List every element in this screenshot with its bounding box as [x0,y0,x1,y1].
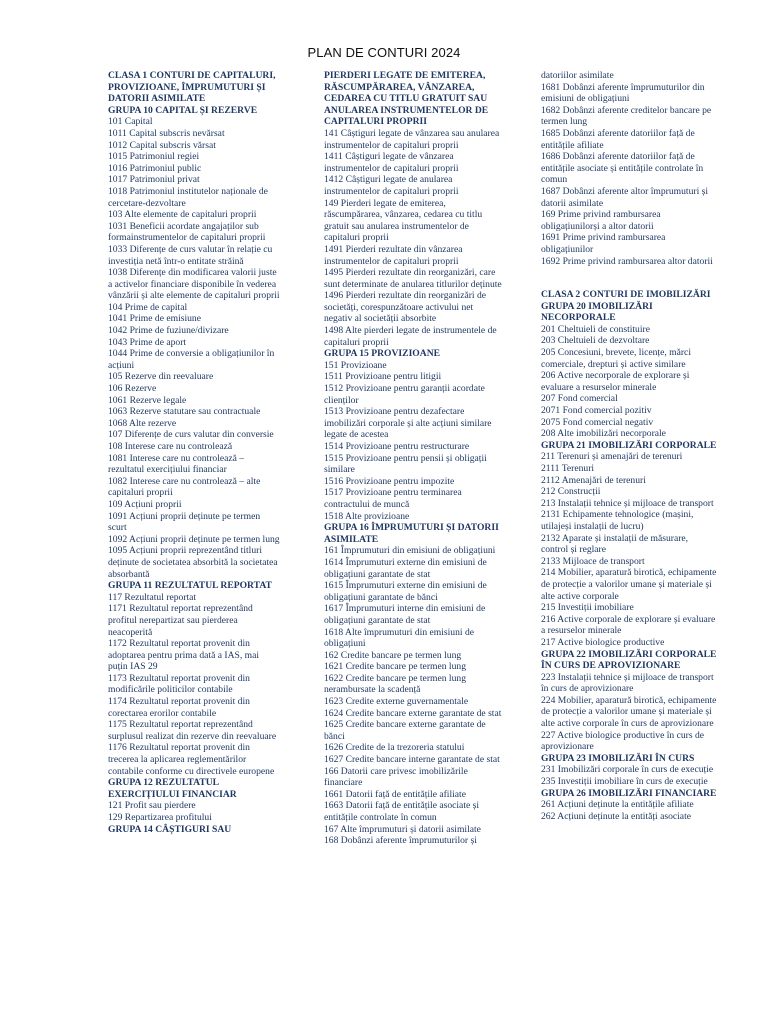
account-entry: 1033 Diferențe de curs valutar în relație cu investiția netă într-o entitate străină [108,243,273,267]
account-entry: 1018 Patrimoniul institutelor naționale de cercetare-dezvoltare [108,185,268,209]
account-entry: 223 Instalații tehnice și mijloace de transport în curs de aprovizionare [541,671,714,695]
account-entry: 203 Cheltuieli de dezvoltare [541,335,650,347]
account-entry: 1625 Credite bancare externe garantate de bănci [324,719,486,742]
account-entry: 262 Acțiuni deținute la entități asociate [541,810,691,822]
account-entry: 1622 Credite bancare pe termen lung nerambursate la scadență [324,672,466,696]
account-entry: 1498 Alte pierderi legate de instrumentele de capitaluri proprii [324,325,497,348]
account-entry: 105 Rezerve din reevaluare [108,371,214,383]
account-entry: 201 Cheltuieli de constituire [541,323,650,335]
account-entry: 206 Active necorporale de explorare și evaluare a resurselor minerale [541,370,690,393]
account-entry: 1615 Împrumuturi externe din emisiuni de obligațiuni garantate de bănci [324,580,487,603]
account-entry: 1516 Provizioane pentru impozite [324,475,455,487]
account-entry: 231 Imobilizări corporale în curs de execuție [541,764,714,776]
account-entry: 129 Repartizarea profitului [108,812,212,823]
column-2 [324,70,502,847]
account-entry: 211 Terenuri și amenajări de terenuri [541,451,683,463]
account-entry: datoriilor asimilate [541,70,614,81]
account-entry: 1175 Rezultatul reportat reprezentând surplusul realizat din rezerve din reevaluare [108,719,277,742]
account-entry: 1685 Dobânzi aferente datoriilor față de entitățile afiliate [541,127,695,151]
section-heading: GRUPA 22 IMOBILIZĂRI CORPORALE ÎN CURS DE APROVIZIONARE [541,648,717,672]
account-entry: 2132 Aparate și instalații de măsurare, control și reglare [541,532,689,556]
account-entry: 1682 Dobânzi aferente creditelor bancare pe termen lung [541,104,712,128]
account-entry: 2111 Terenuri [541,463,595,474]
column-3 [541,70,717,822]
account-entry: 1171 Rezultatul reportat reprezentând profitul nerepartizat sau pierderea neacoperită [108,603,253,638]
account-entry: 1518 Alte provizioane [324,510,410,522]
section-heading: GRUPA 14 CÂȘTIGURI SAU [108,823,232,835]
account-entry: 1692 Prime privind rambursarea altor datorii [541,255,713,267]
account-entry: 151 Provizioane [324,359,387,371]
account-entry: 149 Pierderi legate de emiterea, răscumpărarea, vânzarea, cedarea cu titlu gratuit sau anularea instrumentelor de capitaluri proprii [324,197,483,244]
account-entry: 1015 Patrimoniul regiei [108,151,200,163]
account-entry: 1624 Credite bancare externe garantate de stat [324,707,502,719]
account-entry: 104 Prime de capital [108,301,188,313]
account-entry: 161 Împrumuturi din emisiuni de obligațiuni [324,545,496,557]
section-gap [541,267,717,289]
account-entry: 1512 Provizioane pentru garanții acordate clienților [324,383,485,406]
account-entry: 168 Dobânzi aferente împrumuturilor și [324,835,477,847]
account-entry: 1618 Alte împrumuturi din emisiuni de obligațiuni [324,626,475,650]
account-entry: 1081 Interese care nu controlează – rezultatul exercițiului financiar [108,452,245,476]
section-heading: GRUPA 23 IMOBILIZĂRI ÎN CURS [541,752,695,764]
account-entry: 1095 Acțiuni proprii reprezentând titluri deținute de societatea absorbită la societatea absorbantă [108,545,278,580]
account-entry: 1661 Datorii față de entitățile afiliate [324,788,466,800]
account-entry: 261 Acțiuni deținute la entitățile afiliate [541,799,694,811]
account-entry: 141 Câștiguri legate de vânzarea sau anularea instrumentelor de capitaluri proprii [324,127,500,151]
account-entry: 2133 Mijloace de transport [541,555,645,567]
account-entry: 2071 Fond comercial pozitiv [541,405,652,417]
section-heading: GRUPA 15 PROVIZIOANE [324,348,441,360]
account-entry: 205 Concesiuni, brevete, licențe, mărci comerciale, drepturi și active similare [541,347,691,370]
account-entry: 1044 Prime de conversie a obligațiunilor în acțiuni [108,348,275,371]
section-heading: GRUPA 20 IMOBILIZĂRI NECORPORALE [541,300,653,324]
page-title: PLAN DE CONTURI 2024 [307,45,461,60]
account-entry: 1017 Patrimoniul privat [108,174,200,186]
account-entry: 1513 Provizioane pentru dezafectare imobilizări corporale și alte acțiuni similare legate de acestea [324,406,492,441]
account-entry: 1511 Provizioane pentru litigii [324,371,442,383]
account-entry: 1627 Credite bancare interne garantate de stat [324,754,500,766]
account-entry: 1496 Pierderi rezultate din reorganizări de societăți, corespunzătoare activului net negativ al societății absorbite [324,290,487,325]
account-entry: 166 Datorii care privesc imobilizările financiare [324,765,468,789]
account-entry: 2131 Echipamente tehnologice (mașini, utilajeși instalații de lucru) [541,509,694,532]
account-entry: 121 Profit sau pierdere [108,800,196,812]
account-entry: 1092 Acțiuni proprii deținute pe termen lung [108,533,280,545]
account-entry: 162 Credite bancare pe termen lung [324,649,462,661]
account-entry: 1617 Împrumuturi interne din emisiuni de obligațiuni garantate de stat [324,603,486,626]
account-entry: 1063 Rezerve statutare sau contractuale [108,406,261,418]
account-entry: 212 Construcții [541,486,601,498]
account-entry: 235 Investiții imobiliare în curs de execuție [541,776,708,788]
account-entry: 214 Mobilier, aparatură birotică, echipamente de protecție a valorilor umane și materiale și alte active corporale [541,567,717,602]
account-entry: 1043 Prime de aport [108,336,187,348]
account-entry: 213 Instalații tehnice și mijloace de transport [541,497,714,509]
account-entry: 217 Active biologice productive [541,636,665,648]
account-entry: 1412 Câștiguri legate de anularea instrumentelor de capitaluri proprii [324,174,459,197]
account-entry: 1038 Diferențe din modificarea valorii juste a activelor financiare disponibile în vederea vânzării și alte elemente de capitaluri proprii [108,267,280,302]
account-entry: 1491 Pierderi rezultate din vânzarea instrumentelor de capitaluri proprii [324,243,463,267]
account-entry: 1626 Credite de la trezoreria statului [324,742,465,754]
account-entry: 1514 Provizioane pentru restructurare [324,441,470,452]
account-entry: 1623 Credite externe guvernamentale [324,696,469,708]
account-entry: 106 Rezerve [108,383,157,395]
section-heading: PIERDERI LEGATE DE EMITEREA, RĂSCUMPĂRAREA, VÂNZAREA, CEDAREA CU TITLU GRATUIT SAU ANULAREA INSTRUMENTELOR DE CAPITALURI PROPRII [324,70,489,128]
account-entry: 1016 Patrimoniul public [108,162,202,174]
account-entry: 167 Alte împrumuturi și datorii asimilate [324,823,481,835]
account-entry: 208 Alte imobilizări necorporale [541,428,666,440]
account-entry: 1173 Rezultatul reportat provenit din modificările politicilor contabile [108,672,250,696]
section-heading: GRUPA 11 REZULTATUL REPORTAT [108,580,272,592]
account-entry: 1061 Rezerve legale [108,394,187,406]
account-entry: 1011 Capital subscris nevărsat [108,127,225,139]
account-entry: 107 Diferențe de curs valutar din conversie [108,429,274,441]
account-entry: 227 Active biologice productive în curs de aprovizionare [541,729,705,753]
account-entry: 1517 Provizioane pentru terminarea contractului de muncă [324,487,462,510]
account-entry: 108 Interese care nu controlează [108,441,233,452]
account-entry: 216 Active corporale de explorare și evaluare a resurselor minerale [541,613,716,637]
section-heading: GRUPA 16 ÎMPRUMUTURI ȘI DATORII ASIMILATE [324,522,499,545]
account-entry: 1176 Rezultatul reportat provenit din trecerea la aplicarea reglementărilor contabile conforme cu directivele europene [108,742,275,777]
account-entry: 215 Investiții imobiliare [541,602,634,614]
account-entry: 2112 Amenajări de terenuri [541,474,646,486]
account-entry: 224 Mobilier, aparatură birotică, echipamente de protecție a valorilor umane și materiale și alte active corporale în curs de aprovizionare [541,694,717,730]
section-heading: GRUPA 12 REZULTATUL EXERCIȚIULUI FINANCIAR [108,777,237,800]
section-heading: GRUPA 10 CAPITAL ȘI REZERVE [108,104,258,116]
account-entry: 1068 Alte rezerve [108,417,177,429]
account-entry: 1042 Prime de fuziune/divizare [108,325,229,337]
account-entry: 1681 Dobânzi aferente împrumuturilor din emisiuni de obligațiuni [541,81,705,105]
account-entry: 1663 Datorii față de entitățile asociate și entitățile controlate în comun [324,800,480,823]
account-entry: 101 Capital [108,116,153,128]
account-entry: 1174 Rezultatul reportat provenit din corectarea erorilor contabile [108,696,250,719]
account-entry: 1031 Beneficii acordate angajaților sub formainstrumentelor de capitaluri proprii [108,220,266,244]
column-3-part-2 [541,289,717,822]
section-heading: GRUPA 21 IMOBILIZĂRI CORPORALE [541,439,717,451]
column-3-part-1 [541,70,717,267]
account-entry: 1614 Împrumuturi externe din emisiuni de obligațiuni garantate de stat [324,556,487,580]
account-entry: 1012 Capital subscris vărsat [108,139,216,151]
account-entry: 2075 Fond comercial negativ [541,416,654,428]
account-entry: 1041 Prime de emisiune [108,313,201,325]
account-entry: 1082 Interese care nu controlează – alte capitaluri proprii [108,475,261,499]
section-heading: CLASA 2 CONTURI DE IMOBILIZĂRI [541,289,711,301]
account-entry: 1515 Provizioane pentru pensii și obligații similare [324,452,487,476]
account-entry: 1687 Dobânzi aferente altor împrumuturi și datorii asimilate [541,185,709,209]
account-entry: 117 Rezultatul reportat [108,591,197,603]
column-1 [108,70,280,835]
account-entry: 103 Alte elemente de capitaluri proprii [108,209,257,221]
section-heading: CLASA 1 CONTURI DE CAPITALURI, PROVIZIOANE, ÎMPRUMUTURI ȘI DATORII ASIMILATE [108,70,276,105]
account-entry: 1495 Pierderi rezultate din reorganizări, care sunt determinate de anularea titlurilor deținute [324,267,502,290]
account-entry: 1621 Credite bancare pe termen lung [324,661,466,673]
account-entry: 1691 Prime privind rambursarea obligațiunilor [541,232,666,255]
account-entry: 1411 Câștiguri legate de vânzarea instrumentelor de capitaluri proprii [324,151,459,174]
account-entry: 1686 Dobânzi aferente datoriilor față de entitățile asociate și entitățile controlate în comun [541,151,704,186]
account-entry: 207 Fond comercial [541,393,618,405]
account-entry: 109 Acțiuni proprii [108,498,182,510]
account-entry: 1091 Acțiuni proprii deținute pe termen scurt [108,510,261,534]
account-entry: 1172 Rezultatul reportat provenit din adoptarea pentru prima dată a IAS, mai puțin IAS 29 [108,638,260,673]
section-heading: GRUPA 26 IMOBILIZĂRI FINANCIARE [541,787,717,799]
account-entry: 169 Prime privind rambursarea obligațiunilorși a altor datorii [541,209,661,232]
